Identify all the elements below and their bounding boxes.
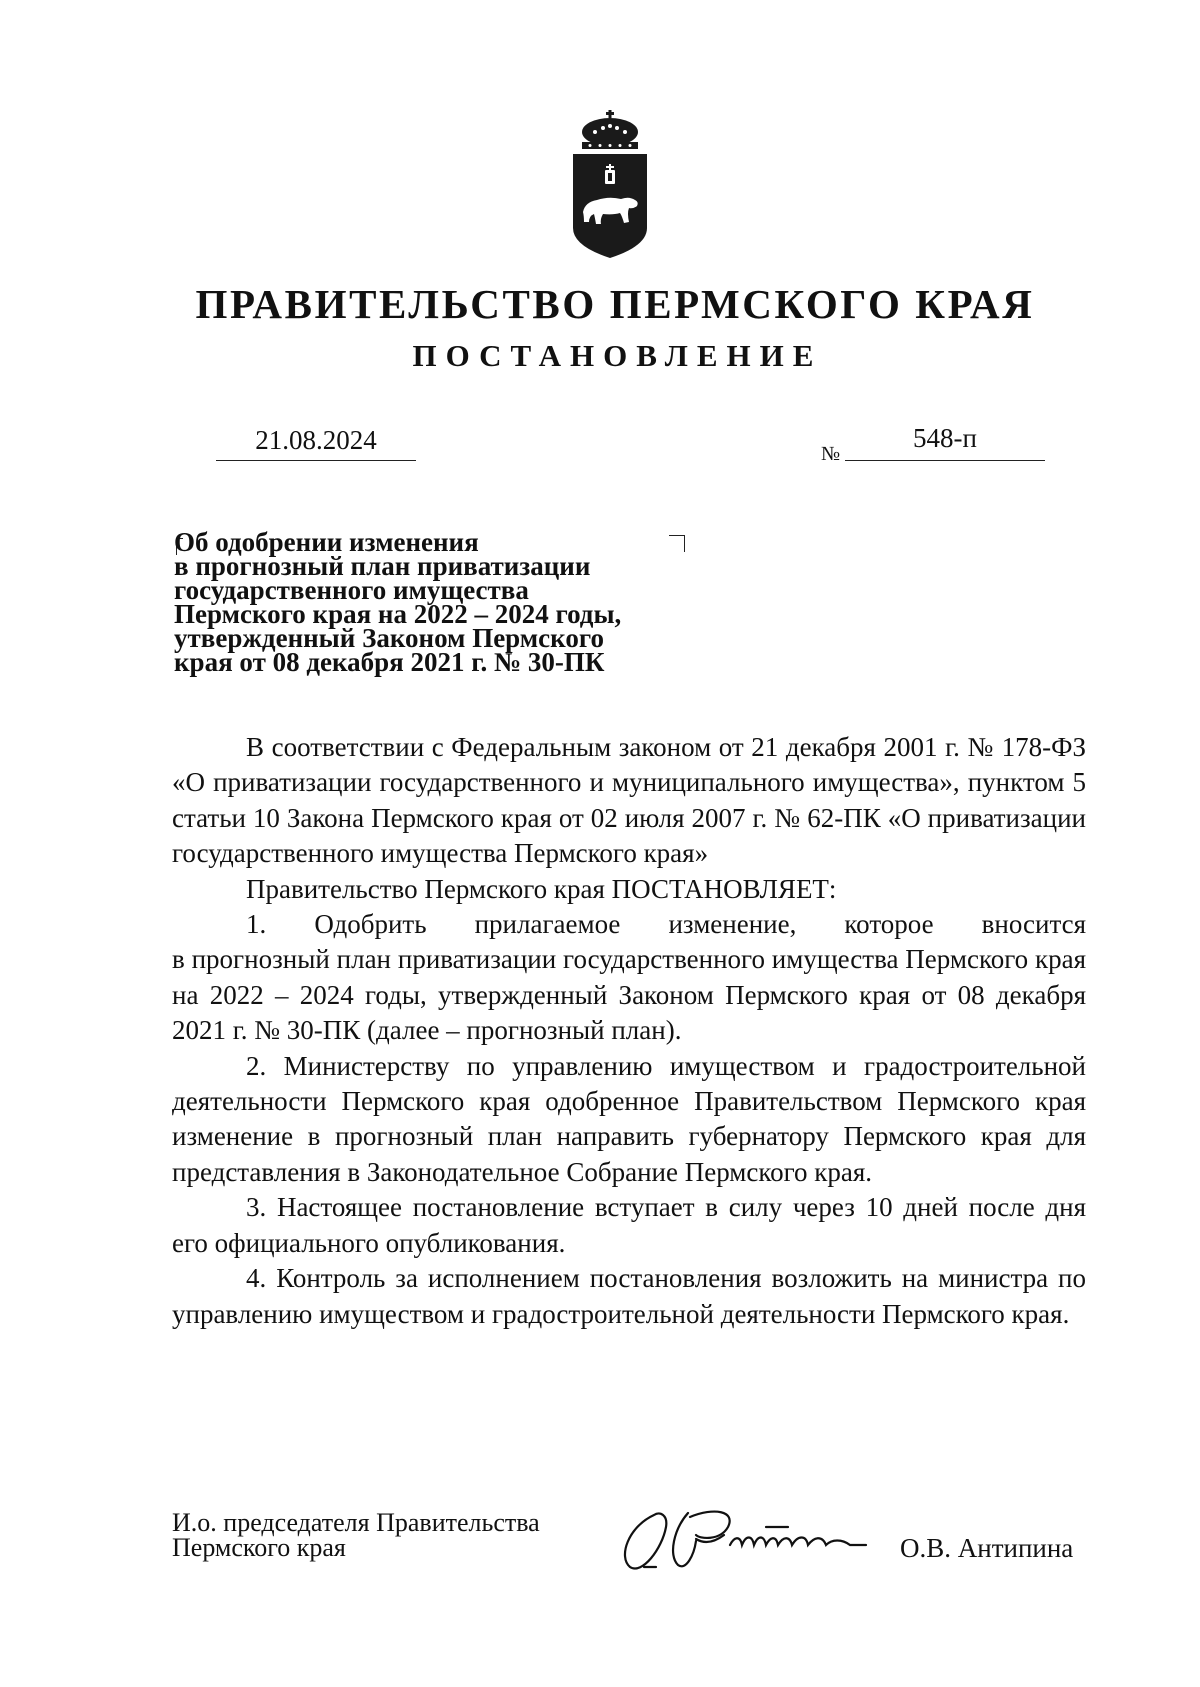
coat-of-arms-icon bbox=[565, 110, 655, 260]
item-1-paragraph: в прогнозный план приватизации государственного имущества Пермского края на 2022 – 2024 годы, утвержденный Законом Пермского края от 08 декабря 2021 г. № 30-ПК (далее – прогнозный план). bbox=[172, 944, 1086, 1046]
item-2-paragraph: 2. Министерству по управлению имуществом и градостроительной деятельности Пермского края одобренное Правительством Пермского края изменение в прогнозный план направить губернатору Пермского края для представления в Законодательное Собрание Пермского края. bbox=[172, 1050, 1086, 1187]
subject-line: Об одобрении изменения bbox=[174, 527, 479, 557]
organization-title: ПРАВИТЕЛЬСТВО ПЕРМСКОГО КРАЯ bbox=[195, 281, 1035, 327]
signatory-position bbox=[172, 1510, 540, 1560]
document-body bbox=[172, 730, 1086, 1332]
number-sign-label: № bbox=[821, 443, 841, 465]
subject-line: края от 08 декабря 2021 г. № 30-ПК bbox=[174, 647, 605, 677]
subject-line: Пермского края на 2022 – 2024 годы, bbox=[174, 599, 622, 629]
position-line: И.о. председателя Правительства bbox=[172, 1508, 540, 1537]
subject-line: утвержденный Законом Пермского bbox=[174, 623, 604, 653]
document-date: 21.08.2024 bbox=[216, 424, 416, 461]
subject-line: государственного имущества bbox=[174, 575, 529, 605]
document-number: 548-п bbox=[845, 422, 1045, 461]
preamble-paragraph: В соответствии с Федеральным законом от 21 декабря 2001 г. № 178-ФЗ «О приватизации государственного и муниципального имущества», пунктом 5 статьи 10 Закона Пермского края от 02 июля 2007 г. № 62-ПК «О приватизации государственного имущества Пермского края» bbox=[172, 732, 1086, 869]
item-3-paragraph: 3. Настоящее постановление вступает в силу через 10 дней после дня его официального опубликования. bbox=[172, 1192, 1086, 1258]
signer-name: О.В. Антипина bbox=[900, 1533, 1074, 1563]
item-1-first-line: 1. Одобрить прилагаемое изменение, которое вносится bbox=[246, 909, 1086, 940]
resolution-statement: Правительство Пермского края ПОСТАНОВЛЯЕТ: bbox=[246, 873, 837, 904]
document-subject bbox=[174, 527, 694, 677]
handwritten-signature bbox=[616, 1505, 896, 1575]
position-line: Пермского края bbox=[172, 1533, 346, 1562]
subject-line: в прогнозный план приватизации bbox=[174, 551, 591, 581]
document-type-heading: ПОСТАНОВЛЕНИЕ bbox=[412, 338, 823, 373]
item-4-paragraph: 4. Контроль за исполнением постановления возложить на министра по управлению имуществом и градостроительной деятельности Пермского края. bbox=[172, 1263, 1086, 1329]
